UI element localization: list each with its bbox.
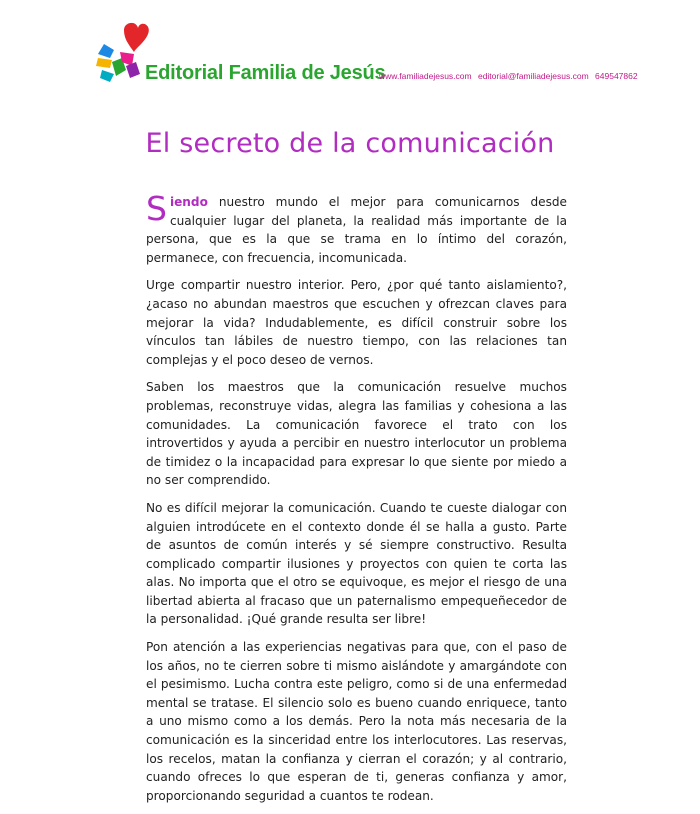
website-link[interactable]: www.familiadejesus.com	[379, 71, 472, 81]
paragraph-1	[146, 189, 567, 267]
paragraph-1-text: nuestro mundo el mejor para comunicarnos desde cualquier lugar del planeta, la realidad más importante de la persona, que es la que se trama en lo íntimo del corazón, permanece, con frecuencia, incomunicada.	[146, 195, 567, 265]
hands-heart-logo-icon	[90, 18, 150, 84]
page-header	[90, 18, 690, 88]
paragraph-3: Saben los maestros que la comunicación resuelve muchos problemas, reconstruye vidas, alegra las familias y cohesiona a las comunidades. La comunicación favorece el trato con los introvertidos y ayuda a percibir en nuestro interlocutor un problema de timidez o la incapacidad para expresar lo que siente por miedo a no ser comprendido.	[146, 380, 567, 488]
paragraph-4: No es difícil mejorar la comunicación. Cuando te cueste dialogar con alguien introdúcete en el contexto donde él se halla a gusto. Parte de asuntos de común interés y sé siempre constructivo. Resulta complicado compartir ilusiones y proyectos con quien te corta las alas. No importa que el otro se equivoque, es mejor el riesgo de una libertad abierta al fracaso que un paternalismo empequeñecedor de la personalidad. ¡Qué grande resulta ser libre!	[146, 500, 567, 627]
email-link[interactable]: editorial@familiadejesus.com	[477, 71, 589, 81]
paragraph-5: Pon atención a las experiencias negativas para que, con el paso de los años, no te cierren sobre ti mismo aislándote y amargándote con el pesimismo. Lucha contra este peligro, como si de una enfermedad mental se tratase. El silencio solo es bueno cuando enriquece, tanto a uno mismo como a los demás. Pero la nota más necesaria de la comunicación es la sinceridad entre los interlocutores. Las reservas, los recelos, matan la confianza y cierran el corazón; y al contrario, cuando ofreces lo que esperan de ti, generas confianza y amor, proporcionando seguridad a cuantos te rodean.	[146, 640, 567, 803]
article-title: El secreto de la comunicación	[145, 128, 555, 159]
contact-info	[379, 71, 642, 81]
article-body	[146, 189, 567, 814]
publisher-name: Editorial Familia de Jesús	[145, 62, 386, 84]
drop-cap: S	[146, 189, 167, 228]
phone-number: 649547862	[595, 71, 638, 81]
lead-word: iendo	[169, 195, 208, 209]
paragraph-2: Urge compartir nuestro interior. Pero, ¿por qué tanto aislamiento?, ¿acaso no abundan maestros que escuchen y ofrezcan claves para mejorar la vida? Indudablemente, es difícil construir sobre los vínculos tan lábiles de nuestro tiempo, con las relaciones tan complejas y el poco deseo de vernos.	[146, 278, 567, 367]
